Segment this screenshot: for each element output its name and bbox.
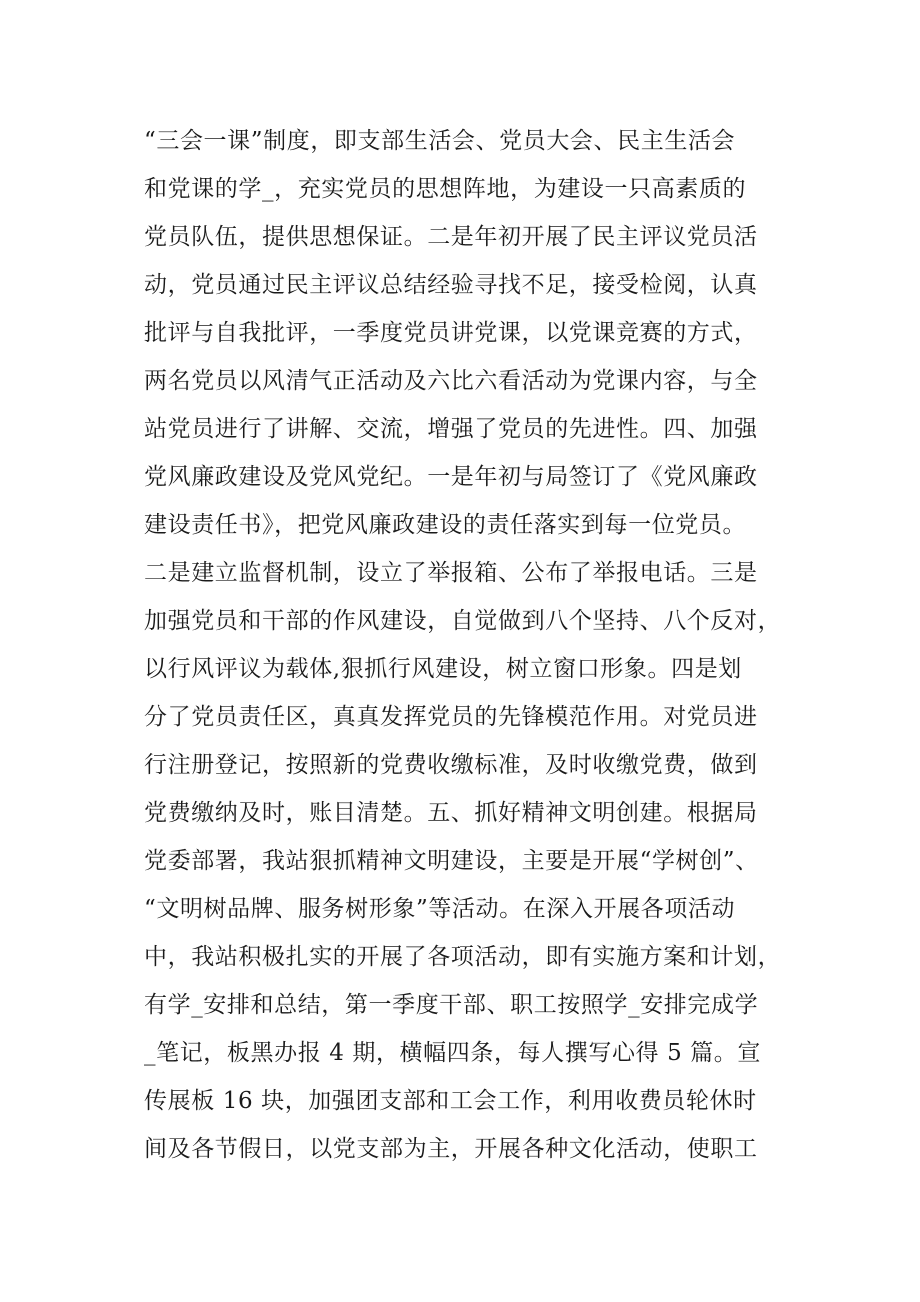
- text-line: 二是建立监督机制，设立了举报箱、公布了举报电话。三是: [144, 560, 758, 586]
- text-line: 行注册登记，按照新的党费收缴标准，及时收缴党费，做到: [144, 752, 758, 778]
- text-line: 以行风评议为载体,狠抓行风建设，树立窗口形象。四是划: [144, 656, 742, 682]
- text-line: 传展板 16 块，加强团支部和工会工作，利用收费员轮休时: [144, 1088, 757, 1114]
- text-line: 党风廉政建设及党风党纪。一是年初与局签订了《党风廉政: [144, 464, 758, 490]
- text-line: 党员队伍，提供思想保证。二是年初开展了民主评议党员活: [144, 224, 758, 250]
- text-line: 批评与自我批评，一季度党员讲党课，以党课竞赛的方式，: [144, 320, 758, 346]
- text-line: 分了党员责任区，真真发挥党员的先锋模范作用。对党员进: [144, 704, 758, 730]
- text-line: 党委部署，我站狠抓精神文明建设，主要是开展“学树创”、: [144, 848, 759, 874]
- text-line: “三会一课”制度，即支部生活会、党员大会、民主生活会: [144, 128, 736, 154]
- text-line: 两名党员以风清气正活动及六比六看活动为党课内容，与全: [144, 368, 758, 394]
- text-line: _笔记，板黑办报 4 期，横幅四条，每人撰写心得 5 篇。宣: [144, 1040, 762, 1066]
- text-line: 建设责任书》，把党风廉政建设的责任落实到每一位党员。: [144, 512, 747, 538]
- text-line: 中，我站积极扎实的开展了各项活动，即有实施方案和计划，: [144, 944, 782, 970]
- text-line: 党费缴纳及时，账目清楚。五、抓好精神文明创建。根据局: [144, 800, 758, 826]
- text-line: “文明树品牌、服务树形象”等活动。在深入开展各项活动: [144, 896, 736, 922]
- text-line: 站党员进行了讲解、交流，增强了党员的先进性。四、加强: [144, 416, 758, 442]
- text-line: 有学_安排和总结，第一季度干部、职工按照学_安排完成学: [144, 992, 759, 1018]
- text-line: 动，党员通过民主评议总结经验寻找不足，接受检阅，认真: [144, 272, 758, 298]
- text-line: 和党课的学_，充实党员的思想阵地，为建设一只高素质的: [144, 176, 747, 202]
- text-line: 加强党员和干部的作风建设，自觉做到八个坚持、八个反对，: [144, 608, 782, 634]
- body-text: [144, 117, 784, 1173]
- text-line: 间及各节假日，以党支部为主，开展各种文化活动，使职工: [144, 1136, 758, 1162]
